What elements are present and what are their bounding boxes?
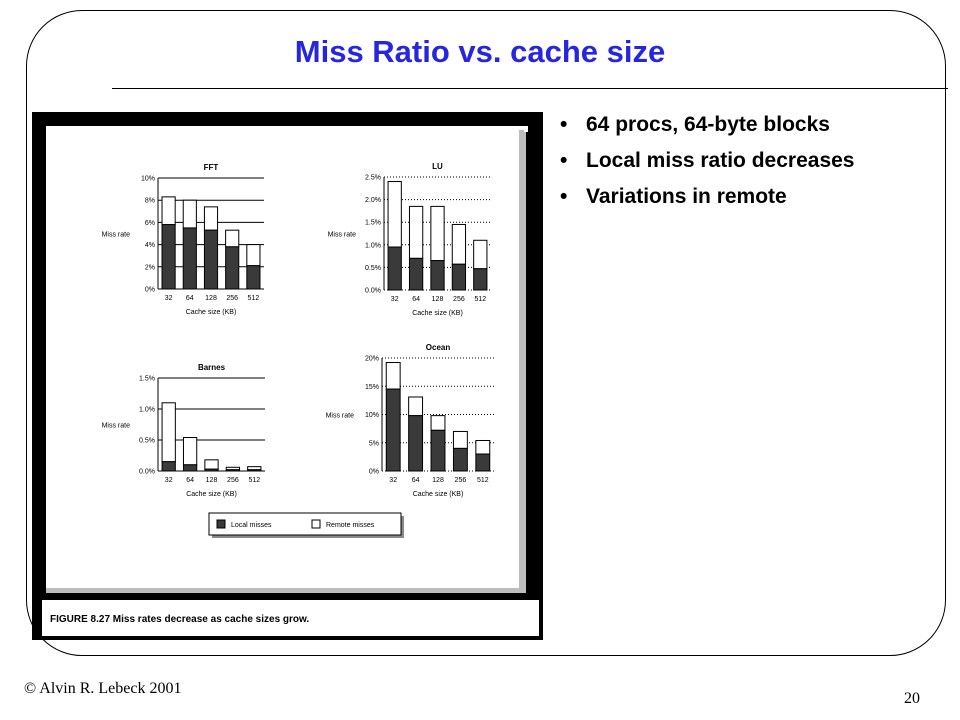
bar-local: [204, 230, 217, 289]
bar-local: [162, 225, 175, 289]
x-tick-label: 512: [476, 477, 489, 484]
bar-remote: [388, 182, 401, 248]
page-number: 20: [904, 690, 920, 707]
y-tick-label: 0%: [144, 286, 155, 294]
bar-local: [474, 269, 487, 290]
y-axis-label: Miss rate: [327, 231, 356, 239]
x-axis-label: Cache size (KB): [186, 491, 237, 498]
bar-local: [183, 465, 196, 471]
chart-title: Barnes: [197, 363, 226, 372]
y-tick-label: 15%: [364, 383, 379, 391]
title-divider: [112, 88, 948, 89]
y-tick-label: 20%: [364, 355, 379, 363]
x-axis-label: Cache size (KB): [412, 491, 464, 498]
bullet-dot: •: [560, 113, 568, 136]
bar-remote: [162, 197, 175, 225]
chart-title: FFT: [203, 163, 219, 172]
x-tick-label: 64: [411, 477, 420, 484]
y-tick-label: 2.0%: [365, 197, 381, 205]
x-tick-label: 64: [186, 477, 194, 484]
figure-caption: FIGURE 8.27 Miss rates decrease as cache sizes grow.: [50, 614, 310, 625]
x-tick-label: 64: [185, 295, 194, 302]
bullet-text: Local miss ratio decreases: [586, 149, 855, 172]
figure-bottom-edge: [46, 588, 526, 593]
bar-remote: [386, 363, 400, 390]
figure-panel: [32, 112, 543, 640]
bar-local: [248, 470, 261, 471]
x-tick-label: 64: [412, 296, 420, 303]
x-tick-label: 512: [474, 296, 487, 303]
slide-title: Miss Ratio vs. cache size: [294, 34, 666, 69]
bar-local: [409, 258, 422, 290]
bar-remote: [205, 460, 218, 469]
y-tick-label: 6%: [144, 219, 155, 227]
y-tick-label: 2%: [144, 264, 155, 272]
bullet-dot: •: [560, 149, 568, 172]
bullet-dot: •: [560, 185, 568, 208]
bar-local: [476, 454, 490, 471]
legend-swatch-remote: [312, 520, 320, 528]
x-tick-label: 32: [390, 296, 399, 303]
x-tick-label: 128: [205, 477, 218, 484]
x-tick-label: 256: [227, 477, 239, 484]
bar-remote: [226, 230, 239, 247]
y-axis-label: Miss rate: [325, 412, 354, 420]
figure-corner: [524, 126, 528, 132]
x-axis-label: Cache size (KB): [185, 309, 237, 316]
x-tick-label: 512: [248, 477, 261, 484]
x-axis-label: Cache size (KB): [412, 310, 463, 317]
legend-label-local: Local misses: [231, 522, 272, 529]
legend-swatch-local: [217, 520, 225, 528]
bullet-text: 64 procs, 64-byte blocks: [586, 113, 830, 136]
bar-remote: [452, 224, 465, 264]
x-tick-label: 32: [389, 477, 398, 484]
y-tick-label: 4%: [144, 242, 155, 250]
bar-local: [453, 448, 467, 471]
bar-remote: [431, 206, 444, 260]
bar-local: [247, 266, 260, 289]
bar-remote: [204, 207, 217, 230]
y-tick-label: 1.0%: [365, 242, 381, 250]
bar-remote: [162, 403, 175, 462]
y-tick-label: 0.0%: [365, 287, 381, 295]
figure-scroll-edge: [519, 130, 526, 592]
x-tick-label: 128: [205, 295, 217, 302]
bar-remote: [409, 397, 423, 416]
bar-local: [226, 470, 239, 471]
y-tick-label: 0.5%: [365, 264, 381, 272]
y-axis-label: Miss rate: [101, 231, 130, 239]
figure-svg: [32, 112, 543, 640]
y-tick-label: 1.5%: [139, 375, 155, 383]
footer-copyright: © Alvin R. Lebeck 2001: [24, 680, 182, 697]
y-tick-label: 1.0%: [139, 406, 155, 414]
chart-title: Ocean: [425, 343, 451, 352]
bar-local: [226, 247, 239, 289]
x-tick-label: 128: [432, 477, 444, 484]
bar-local: [452, 264, 465, 290]
bar-remote: [409, 206, 422, 258]
y-tick-label: 2.5%: [365, 174, 381, 182]
x-tick-label: 32: [164, 295, 173, 302]
bar-local: [431, 261, 444, 290]
bar-remote: [474, 240, 487, 268]
bullet-item: [556, 184, 936, 210]
bar-local: [386, 389, 400, 471]
y-tick-label: 5%: [368, 440, 379, 448]
bar-remote: [453, 431, 467, 448]
legend: [209, 513, 404, 538]
y-tick-label: 10%: [364, 412, 379, 419]
x-tick-label: 512: [247, 295, 260, 302]
bar-local: [431, 430, 445, 471]
x-tick-label: 256: [226, 295, 239, 302]
x-tick-label: 32: [164, 477, 173, 484]
bar-local: [388, 247, 401, 290]
bar-remote: [476, 440, 490, 454]
y-tick-label: 8%: [144, 197, 155, 205]
y-axis-label: Miss rate: [101, 422, 130, 430]
x-tick-label: 128: [431, 296, 444, 303]
chart-title: LU: [432, 162, 443, 171]
bar-remote: [431, 416, 445, 431]
bar-local: [183, 228, 196, 289]
x-tick-label: 256: [453, 296, 465, 303]
bar-local: [205, 469, 218, 471]
y-tick-label: 1.5%: [365, 219, 381, 227]
bar-remote: [183, 200, 196, 228]
bullet-item: [556, 148, 936, 174]
y-tick-label: 10%: [140, 175, 155, 183]
bullet-list: [556, 112, 936, 220]
y-tick-label: 0.0%: [139, 468, 155, 476]
legend-label-remote: Remote misses: [326, 522, 375, 529]
y-tick-label: 0.5%: [139, 437, 155, 445]
bar-local: [162, 462, 175, 471]
bar-remote: [247, 245, 260, 266]
bar-local: [409, 416, 423, 471]
x-tick-label: 256: [454, 477, 467, 484]
bar-remote: [183, 438, 196, 465]
y-tick-label: 0%: [368, 468, 379, 476]
bullet-item: [556, 112, 936, 138]
bullet-text: Variations in remote: [586, 185, 787, 208]
